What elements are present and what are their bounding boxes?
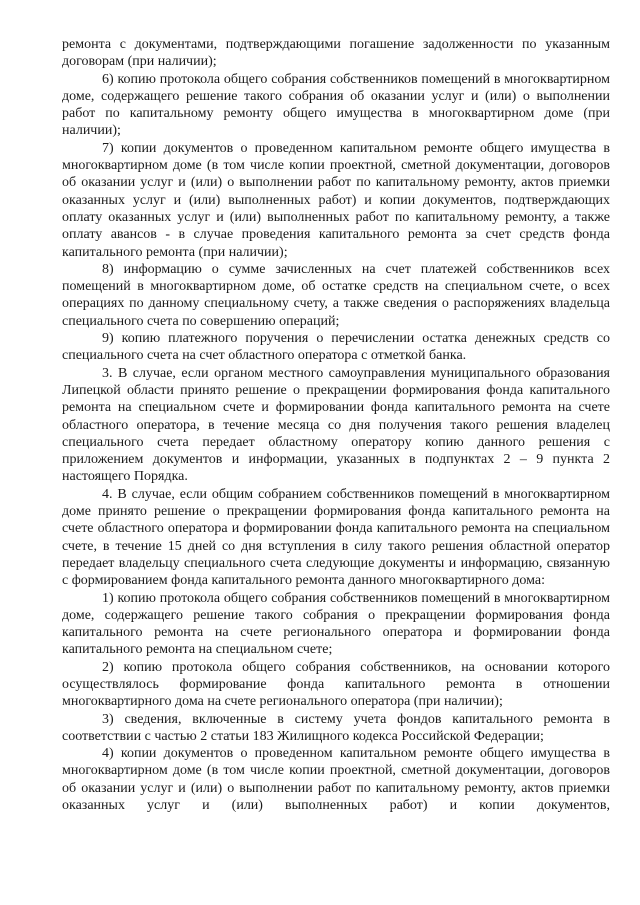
paragraph-item-1: 1) копию протокола общего собрания собственников помещений в многоквартирном доме, содержащего решение такого собрания о прекращении формирования фонда капитального ремонта на счете регионального оператора и формировании фонда капитального ремонта на специальном счете;: [62, 590, 610, 658]
paragraph-continuation: ремонта с документами, подтверждающими погашение задолженности по указанным договорам (при наличии);: [62, 37, 610, 70]
paragraph-section-3: 3. В случае, если органом местного самоуправления муниципального образования Липецкой области принято решение о прекращении формирования фонда капитального ремонта на специальном счете и формировании фонда капитального ремонта на счете областного оператора, в течение месяца со дня получения такого решения владелец специального счета передает областному оператору копию данного решения с приложением документов и информации, указанных в подпунктах 2 – 9 пункта 2 настоящего Порядка.: [62, 365, 610, 485]
paragraph-item-2: 2) копию протокола общего собрания собственников, на основании которого осуществлялось формирование фонда капитального ремонта в отношении многоквартирного дома на счете регионального оператора (при наличии);: [62, 659, 610, 710]
document-page: [62, 36, 610, 814]
paragraph-item-6: 6) копию протокола общего собрания собственников помещений в многоквартирном доме, содержащего решение такого собрания об оказании услуг и (или) о выполнении работ по капитальному ремонту общего имущества в многоквартирном доме (при наличии);: [62, 71, 610, 139]
paragraph-item-7: 7) копии документов о проведенном капитальном ремонте общего имущества в многоквартирном доме (в том числе копии проектной, сметной документации, договоров об оказании услуг и (или) о выполнении работ по капитальному ремонту, актов приемки оказанных услуг и (или) выполненных работ) и копии документов, подтверждающих оплату оказанных услуг и (или) выполненных работ по капитальному ремонту, а также оплату авансов - в случае проведения капитального ремонта за счет средств фонда капитального ремонта (при наличии);: [62, 140, 610, 260]
paragraph-item-9: 9) копию платежного поручения о перечислении остатка денежных средств со специального счета на счет областного оператора с отметкой банка.: [62, 331, 610, 364]
paragraph-item-4: 4) копии документов о проведенном капитальном ремонте общего имущества в многоквартирном доме (в том числе копии проектной, сметной документации, договоров об оказании услуг и (или) о выполнении работ по капитальному ремонту, актов приемки оказанных услуг и (или) выполненных работ) и копии документов,: [62, 746, 610, 814]
paragraph-item-3: 3) сведения, включенные в систему учета фондов капитального ремонта в соответствии с частью 2 статьи 183 Жилищного кодекса Российской Федерации;: [62, 711, 610, 744]
paragraph-section-4: 4. В случае, если общим собранием собственников помещений в многоквартирном доме принято решение о прекращении формирования фонда капитального ремонта на счете областного оператора и формировании фонда капитального ремонта на специальном счете, в течение 15 дней со дня вступления в силу такого решения областной оператор передает владельцу специального счета следующие документы и информацию, связанную с формированием фонда капитального ремонта данного многоквартирного дома:: [62, 486, 610, 589]
paragraph-item-8: 8) информацию о сумме зачисленных на счет платежей собственников всех помещений в многоквартирном доме, об остатке средств на специальном счете, о всех операциях по данному специальному счету, а также сведения о распоряжениях владельца специального счета по совершению операций;: [62, 261, 610, 329]
